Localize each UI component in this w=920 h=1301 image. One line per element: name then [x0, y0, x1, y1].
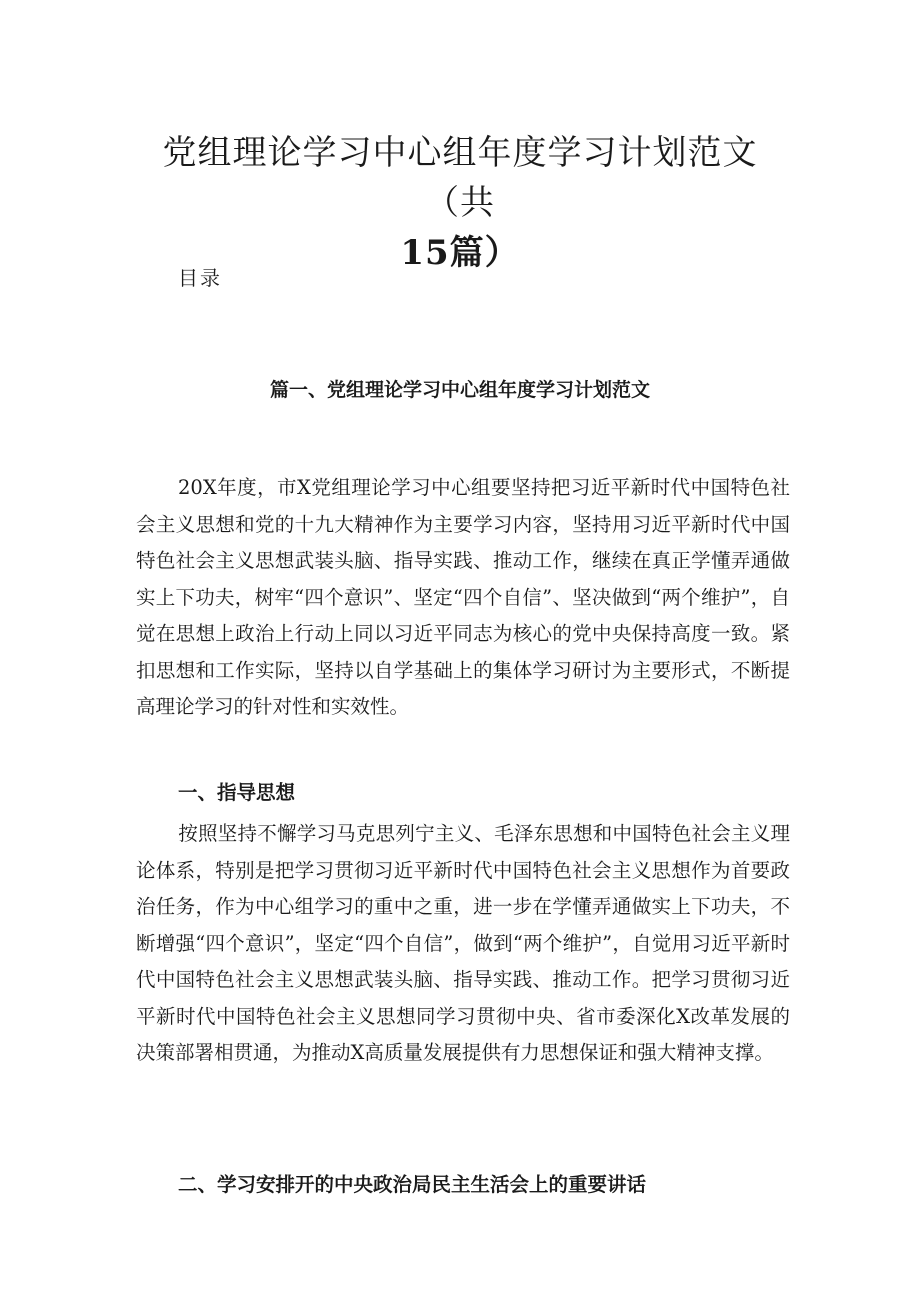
article-heading: 篇一、党组理论学习中心组年度学习计划范文: [269, 379, 650, 401]
body-paragraph-guiding-ideology-text: 按照坚持不懈学习马克思列宁主义、毛泽东思想和中国特色社会主义理论体系，特别是把学习贯彻习近平新时代中国特色社会主义思想作为首要政治任务，作为中心组学习的重中之重，进一步在学懂弄通做实上下功夫，不断增强“四个意识”，坚定“四个自信”，做到“两个维护”，自觉用习近平新时代中国特色社会主义思想武装头脑、指导实践、推动工作。把学习贯彻习近平新时代中国特色社会主义思想同学习贯彻中央、省市委深化X改革发展的决策部署相贯通，为推动X高质量发展提供有力思想保证和强大精神支撑。: [136, 822, 790, 1064]
document-title-line-2: 15篇）: [400, 233, 520, 273]
body-paragraph-intro-text: 20X年度，市X党组理论学习中心组要坚持把习近平新时代中国特色社会主义思想和党的十九大精神作为主要学习内容，坚持用习近平新时代中国特色社会主义思想武装头脑、指导实践、推动工作，继续在真正学懂弄通做实上下功夫，树牢“四个意识”、坚定“四个自信”、坚决做到“两个维护”，自觉在思想上政治上行动上同以习近平同志为核心的党中央保持高度一致。紧扣思想和工作实际，坚持以自学基础上的集体学习研讨为主要形式，不断提高理论学习的针对性和实效性。: [136, 476, 790, 718]
table-of-contents-label: 目录: [178, 266, 222, 290]
body-paragraph-guiding-ideology: [136, 816, 790, 1072]
body-paragraph-intro: [136, 470, 790, 726]
document-title-line-1: 党组理论学习中心组年度学习计划范文（共: [162, 133, 758, 223]
section-heading-study-arrangement: 二、学习安排开的中央政治局民主生活会上的重要讲话: [178, 1173, 647, 1196]
document-title: [130, 128, 790, 278]
section-heading-guiding-ideology: 一、指导思想: [178, 781, 296, 804]
